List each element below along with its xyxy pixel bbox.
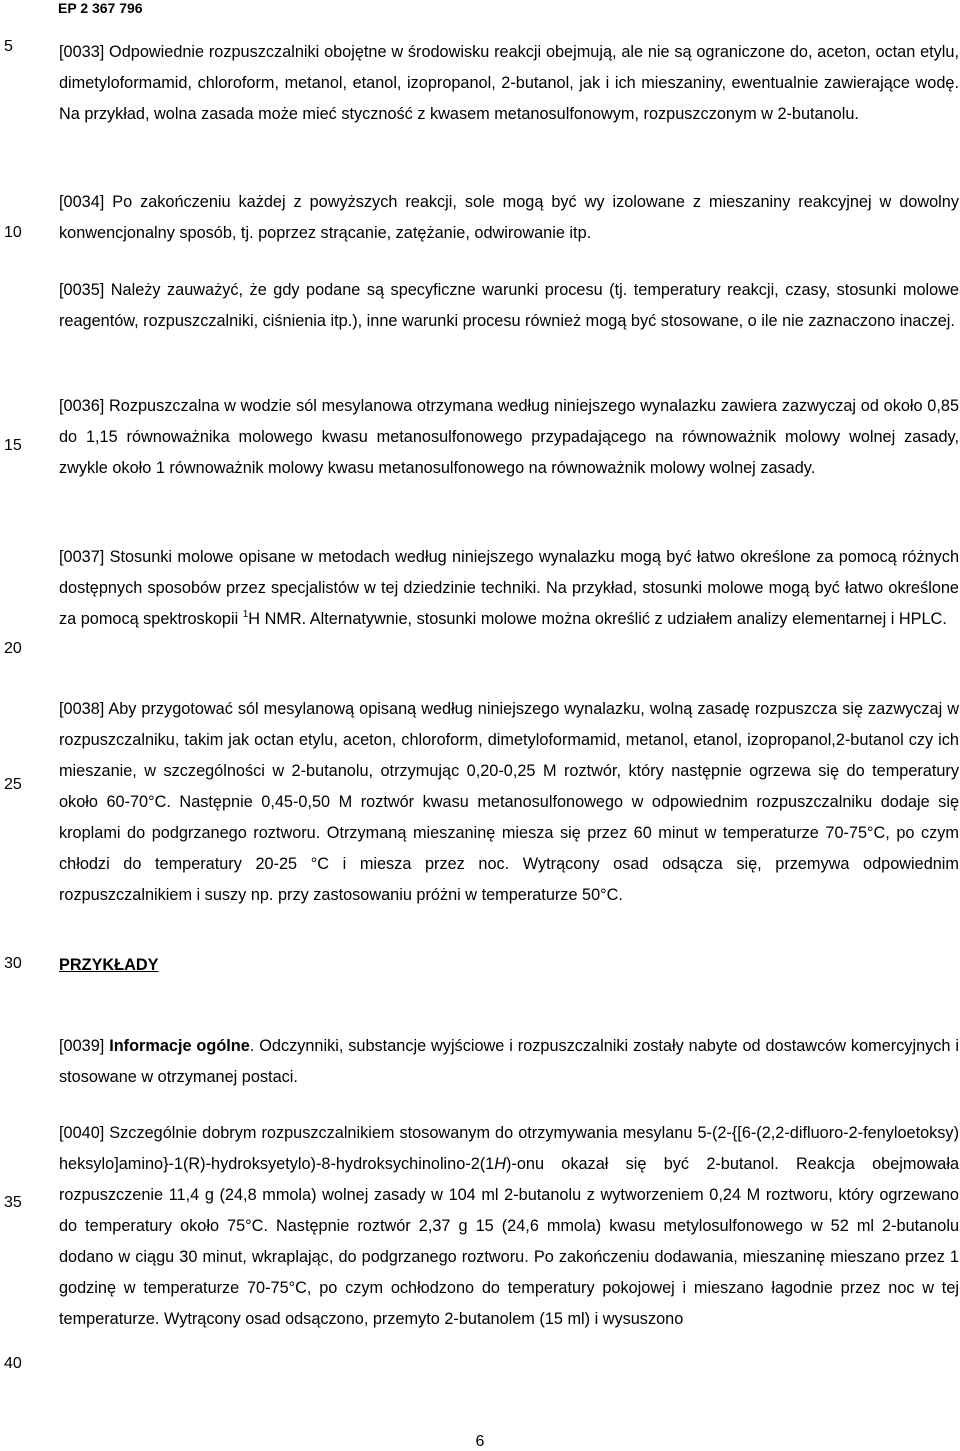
- paragraph-0039-text: . Odczynniki, substancje wyjściowe i rozpuszczalniki zostały nabyte od dostawców komercyjnych i stosowane w otrzymanej postaci.: [59, 1037, 959, 1086]
- line-number-20: 20: [4, 640, 22, 657]
- paragraph-0037-text: [0037] Stosunki molowe opisane w metodach według niniejszego wynalazku mogą być łatwo określone za pomocą różnych dostępnych sposobów przez specjalistów w tej dziedzinie techniki. Na przykład, stosunki molowe mogą być łatwo określone za pomocą spektroskopii: [59, 548, 959, 628]
- line-number-10: 10: [4, 224, 22, 241]
- paragraph-0036: [0036] Rozpuszczalna w wodzie sól mesylanowa otrzymana według niniejszego wynalazku zawiera zazwyczaj od około 0,85 do 1,15 równoważnika molowego kwasu metanosulfonowego przypadającego na równoważnik molowy wolnej zasady, zwykle około 1 równoważnik molowy kwasu metanosulfonowego na równoważnik molowy wolnej zasady.: [59, 397, 959, 477]
- page-number: 6: [475, 1433, 485, 1450]
- line-number-5: 5: [4, 38, 13, 55]
- paragraph-0040: [59, 1118, 959, 1335]
- paragraph-0040-text-end: )-onu okazał się być 2-butanol. Reakcja obejmowała rozpuszczenie 11,4 g (24,8 mmola) wolnej zasady w 104 ml 2-butanolu z wytworzeniem 0,24 M roztworu, który ogrzewano do temperatury około 75°C. Następnie roztwór 2,37 g 15 (24,6 mmola) kwasu metylosulfonowego w 52 ml 2-butanolu dodano w ciągu 30 minut, wkraplając, do podgrzanego roztworu. Po zakończeniu dodawania, mieszaninę mieszano przez 1 godzinę w temperaturze 70-75°C, po czym ochłodzono do temperatury pokojowej i mieszano łagodnie przez noc w tej temperaturze. Wytrącony osad odsączono, przemyto 2-butanolem (15 ml) i wysuszono: [59, 1155, 959, 1328]
- line-number-40: 40: [4, 1355, 22, 1372]
- nmr-superscript: 1: [242, 609, 249, 620]
- patent-number-header: EP 2 367 796: [58, 0, 143, 16]
- paragraph-0040-text: [0040] Szczególnie dobrym rozpuszczalnikiem stosowanym do otrzymywania mesylanu 5-(2-{[6-(2,2-difluoro-2-fenyloetoksy) heksylo]amino}-1(R)-hydroksyetylo)-8-hydroksychinolino-2(1: [59, 1124, 959, 1173]
- line-number-35: 35: [4, 1194, 22, 1211]
- paragraph-0037-text-end: H NMR. Alternatywnie, stosunki molowe można określić z udziałem analizy elementarnej i HPLC.: [248, 610, 947, 628]
- paragraph-0037: [59, 542, 959, 635]
- paragraph-0038: [0038] Aby przygotować sól mesylanową opisaną według niniejszego wynalazku, wolną zasadę rozpuszcza się zazwyczaj w rozpuszczalniku, takim jak octan etylu, aceton, chloroform, dimetyloformamid, metanol, etanol, izopropanol,2-butanol czy ich mieszanie, w szczególności w 2-butanolu, otrzymując 0,20-0,25 M roztwór, który następnie ogrzewa się do temperatury około 60-70°C. Następnie 0,45-0,50 M roztwór kwasu metanosulfonowego w odpowiednim rozpuszczalniku dodaje się kroplami do podgrzanego roztworu. Otrzymaną mieszaninę miesza się przez 60 minut w temperaturze 70-75°C, po czym chłodzi do temperatury 20-25 °C i miesza przez noc. Wytrącony osad odsącza się, przemywa odpowiednim rozpuszczalnikiem i suszy np. przy zastosowaniu próżni w temperaturze 50°C.: [59, 700, 959, 904]
- paragraph-0040-italic: H: [494, 1155, 507, 1173]
- paragraph-0035: [0035] Należy zauważyć, że gdy podane są specyficzne warunki procesu (tj. temperatury reakcji, czasy, stosunki molowe reagentów, rozpuszczalniki, ciśnienia itp.), inne warunki procesu również mogą być stosowane, o ile nie zaznaczono inaczej.: [59, 281, 959, 330]
- paragraph-0039-number: [0039]: [59, 1037, 110, 1055]
- paragraph-0033: [0033] Odpowiednie rozpuszczalniki obojętne w środowisku reakcji obejmują, ale nie są ograniczone do, aceton, octan etylu, dimetyloformamid, chloroform, metanol, etanol, izopropanol, 2-butanol, jak i ich mieszaniny, ewentualnie zawierające wodę. Na przykład, wolna zasada może mieć styczność z kwasem metanosulfonowym, rozpuszczonym w 2-butanolu.: [59, 43, 959, 123]
- paragraph-0039: [59, 1031, 959, 1093]
- line-number-15: 15: [4, 437, 22, 454]
- section-heading-examples: PRZYKŁADY: [59, 956, 159, 974]
- paragraph-0034: [0034] Po zakończeniu każdej z powyższych reakcji, sole mogą być wy izolowane z mieszaniny reakcyjnej w dowolny konwencjonalny sposób, tj. poprzez strącanie, zatężanie, odwirowanie itp.: [59, 193, 959, 242]
- line-number-30: 30: [4, 955, 22, 972]
- line-number-25: 25: [4, 776, 22, 793]
- paragraph-0039-bold-term: Informacje ogólne: [109, 1037, 250, 1055]
